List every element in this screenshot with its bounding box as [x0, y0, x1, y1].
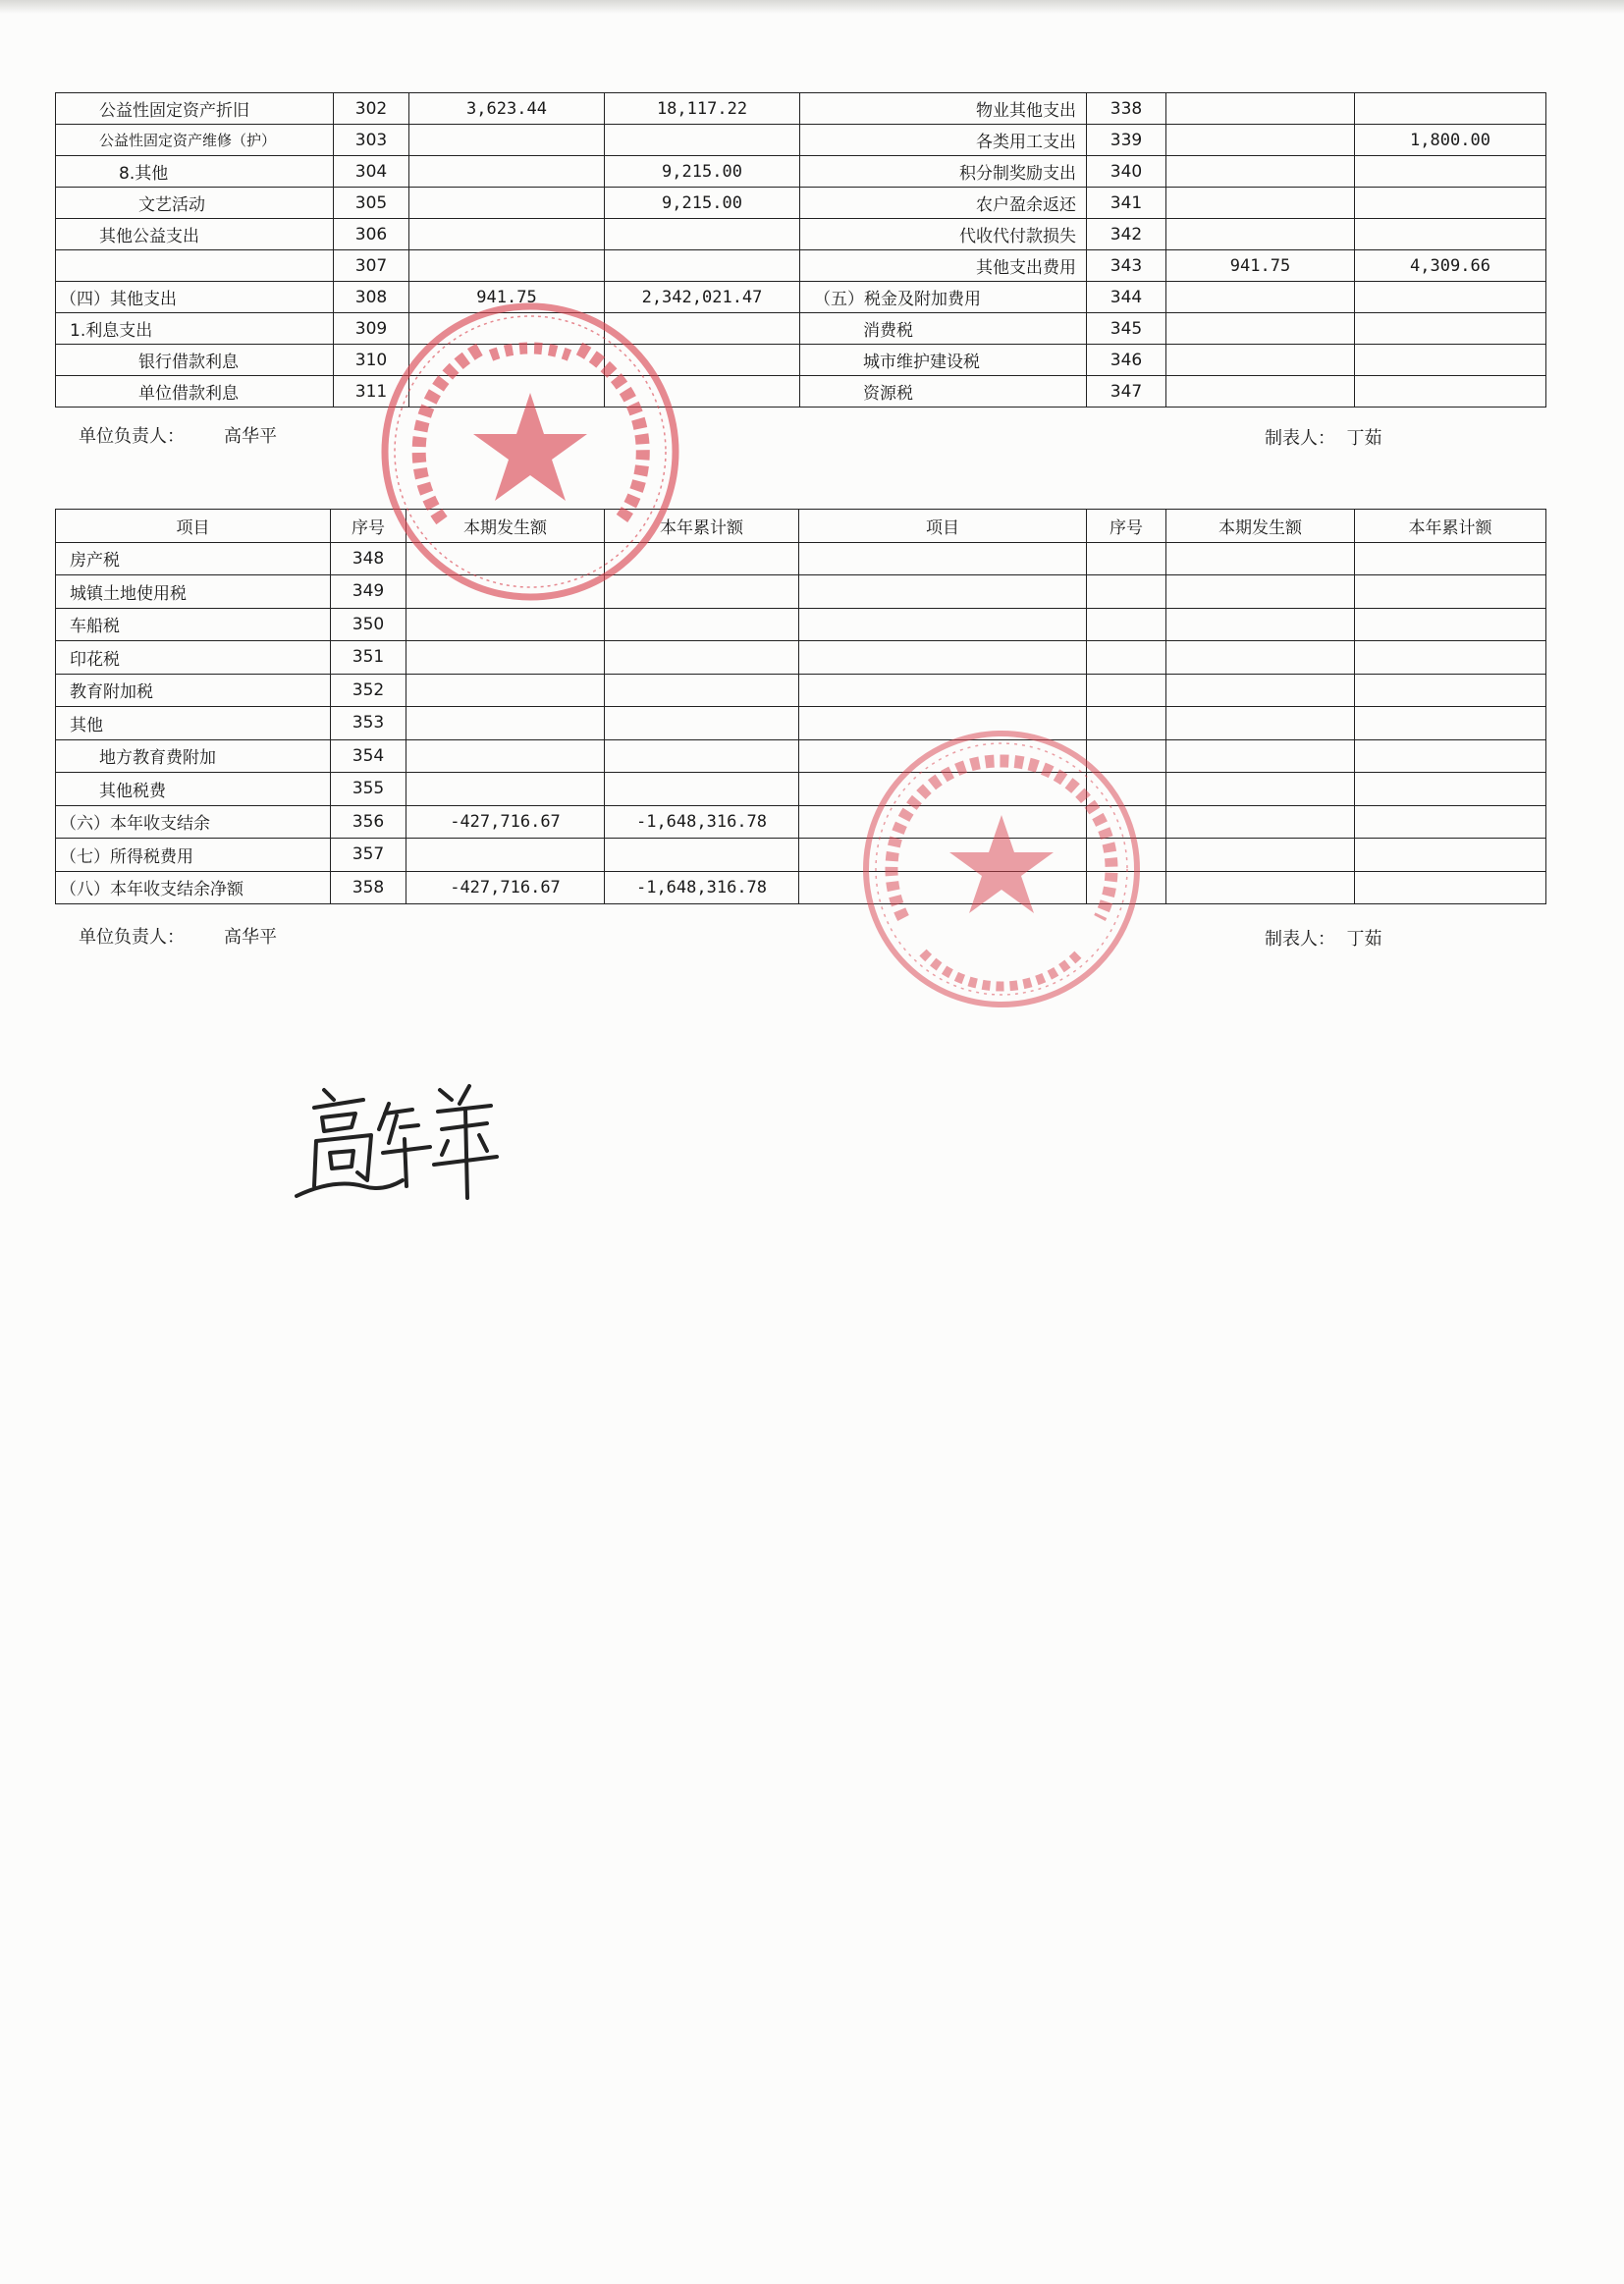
ytd-amount: [605, 773, 799, 806]
ytd-amount: -1,648,316.78: [605, 805, 799, 839]
row-item: 车船税: [56, 608, 331, 641]
current-amount: [406, 773, 605, 806]
ytd-amount: [605, 739, 799, 773]
preparer-signoff: [1265, 925, 1381, 951]
row-number: 304: [334, 156, 409, 188]
row-number: 348: [331, 542, 406, 575]
row-number: 306: [334, 219, 409, 250]
ytd-amount: [605, 839, 799, 872]
row-number: 349: [331, 575, 406, 609]
row-number: 307: [334, 250, 409, 282]
row-number: 350: [331, 608, 406, 641]
current-amount: [409, 250, 605, 282]
row-item: （五）税金及附加费用: [800, 282, 1087, 313]
ytd-amount: [605, 608, 799, 641]
row-item: 公益性固定资产维修（护）: [56, 125, 334, 156]
ytd-amount: [605, 641, 799, 675]
table-row: [56, 313, 1546, 345]
table-row: [56, 575, 1546, 609]
ytd-amount: [1355, 188, 1546, 219]
table-row: [56, 739, 1546, 773]
ytd-amount: [605, 125, 800, 156]
table-row: [56, 219, 1546, 250]
ytd-amount: [605, 542, 799, 575]
tax-and-balance-table: [55, 509, 1546, 904]
column-header: 本年累计额: [605, 510, 799, 543]
table-row: [56, 125, 1546, 156]
current-amount: [406, 707, 605, 740]
row-item: 1.利息支出: [56, 313, 334, 345]
row-number: 341: [1087, 188, 1166, 219]
row-number: 308: [334, 282, 409, 313]
table-row: [56, 93, 1546, 125]
row-number: 305: [334, 188, 409, 219]
current-amount: [1166, 376, 1355, 408]
row-item: （六）本年收支结余: [56, 805, 331, 839]
row-item: 城镇土地使用税: [56, 575, 331, 609]
ytd-amount: [1355, 376, 1546, 408]
expense-table-continued: [55, 92, 1546, 408]
current-amount: [409, 219, 605, 250]
row-number: 303: [334, 125, 409, 156]
ytd-amount: 9,215.00: [605, 188, 800, 219]
ytd-amount: [605, 674, 799, 707]
current-amount: [406, 608, 605, 641]
current-amount: [409, 345, 605, 376]
row-item: 资源税: [800, 376, 1087, 408]
preparer-label: 制表人：: [1265, 428, 1335, 449]
unit-head-name: 高华平: [224, 426, 277, 447]
row-item: 房产税: [56, 542, 331, 575]
preparer-signoff: [1265, 424, 1381, 450]
current-amount: [406, 575, 605, 609]
unit-head-label: 单位负责人：: [79, 927, 185, 948]
row-item: 教育附加税: [56, 674, 331, 707]
row-number: 340: [1087, 156, 1166, 188]
ytd-amount: 4,309.66: [1355, 250, 1546, 282]
row-number: 302: [334, 93, 409, 125]
row-item: 印花税: [56, 641, 331, 675]
column-header: 项目: [799, 510, 1087, 543]
current-amount: [409, 156, 605, 188]
row-item: 其他公益支出: [56, 219, 334, 250]
row-number: 344: [1087, 282, 1166, 313]
row-number: 352: [331, 674, 406, 707]
row-item: （七）所得税费用: [56, 839, 331, 872]
current-amount: [1166, 282, 1355, 313]
row-number: 345: [1087, 313, 1166, 345]
table-row: [56, 839, 1546, 872]
column-header: 序号: [331, 510, 406, 543]
ytd-amount: [605, 313, 800, 345]
row-item: 消费税: [800, 313, 1087, 345]
row-number: 309: [334, 313, 409, 345]
row-item: 代收代付款损失: [800, 219, 1087, 250]
current-amount: [406, 674, 605, 707]
ytd-amount: [1355, 219, 1546, 250]
ytd-amount: [605, 376, 800, 408]
row-number: 342: [1087, 219, 1166, 250]
ytd-amount: 2,342,021.47: [605, 282, 800, 313]
current-amount: [406, 641, 605, 675]
scan-top-edge: [0, 0, 1624, 14]
ytd-amount: [1355, 282, 1546, 313]
current-amount: -427,716.67: [406, 871, 605, 904]
current-amount: [1166, 313, 1355, 345]
current-amount: [406, 839, 605, 872]
current-amount: [409, 376, 605, 408]
table-row: [56, 376, 1546, 408]
ytd-amount: [1355, 156, 1546, 188]
table-row: [56, 805, 1546, 839]
current-amount: [409, 125, 605, 156]
row-number: 347: [1087, 376, 1166, 408]
table-row: [56, 282, 1546, 313]
row-item: 其他支出费用: [800, 250, 1087, 282]
ytd-amount: [1355, 313, 1546, 345]
current-amount: 3,623.44: [409, 93, 605, 125]
current-amount: [1166, 188, 1355, 219]
ytd-amount: [1355, 93, 1546, 125]
unit-head-signoff: [79, 923, 277, 949]
table-row: [56, 707, 1546, 740]
row-item: 其他: [56, 707, 331, 740]
row-number: 355: [331, 773, 406, 806]
current-amount: [409, 188, 605, 219]
ytd-amount: [605, 250, 800, 282]
row-item: 其他税费: [56, 773, 331, 806]
ytd-amount: 18,117.22: [605, 93, 800, 125]
current-amount: 941.75: [1166, 250, 1355, 282]
row-item: 地方教育费附加: [56, 739, 331, 773]
row-number: 343: [1087, 250, 1166, 282]
row-number: 339: [1087, 125, 1166, 156]
column-header: 本期发生额: [406, 510, 605, 543]
table-row: [56, 608, 1546, 641]
row-item: 单位借款利息: [56, 376, 334, 408]
row-item: 物业其他支出: [800, 93, 1087, 125]
row-number: 338: [1087, 93, 1166, 125]
row-number: 356: [331, 805, 406, 839]
table-row: [56, 250, 1546, 282]
ytd-amount: 9,215.00: [605, 156, 800, 188]
row-item: 农户盈余返还: [800, 188, 1087, 219]
current-amount: [409, 313, 605, 345]
ytd-amount: [605, 219, 800, 250]
row-item: 公益性固定资产折旧: [56, 93, 334, 125]
column-header: 项目: [56, 510, 331, 543]
row-item: 文艺活动: [56, 188, 334, 219]
ytd-amount: [605, 575, 799, 609]
column-header: 序号: [1087, 510, 1166, 543]
current-amount: [1166, 219, 1355, 250]
ytd-amount: 1,800.00: [1355, 125, 1546, 156]
table-row: [56, 871, 1546, 904]
row-item: [56, 250, 334, 282]
row-number: 310: [334, 345, 409, 376]
table-row: [56, 156, 1546, 188]
row-item: （八）本年收支结余净额: [56, 871, 331, 904]
row-number: 358: [331, 871, 406, 904]
table-row: [56, 188, 1546, 219]
table-row: [56, 773, 1546, 806]
current-amount: -427,716.67: [406, 805, 605, 839]
current-amount: 941.75: [409, 282, 605, 313]
table-row: [56, 641, 1546, 675]
unit-head-name: 高华平: [224, 927, 277, 948]
column-header: 本期发生额: [1166, 510, 1355, 543]
current-amount: [406, 739, 605, 773]
current-amount: [406, 542, 605, 575]
row-item: 城市维护建设税: [800, 345, 1087, 376]
ytd-amount: [605, 345, 800, 376]
row-item: 银行借款利息: [56, 345, 334, 376]
current-amount: [1166, 93, 1355, 125]
preparer-name: 丁茹: [1346, 428, 1382, 449]
current-amount: [1166, 125, 1355, 156]
ytd-amount: [1355, 345, 1546, 376]
column-header: 本年累计额: [1355, 510, 1546, 543]
current-amount: [1166, 345, 1355, 376]
row-item: 8.其他: [56, 156, 334, 188]
preparer-name: 丁茹: [1346, 929, 1382, 950]
handwritten-signature: [295, 1070, 520, 1208]
row-number: 311: [334, 376, 409, 408]
unit-head-signoff: [79, 422, 277, 448]
row-number: 354: [331, 739, 406, 773]
row-number: 346: [1087, 345, 1166, 376]
table-row: [56, 345, 1546, 376]
row-number: 353: [331, 707, 406, 740]
row-number: 357: [331, 839, 406, 872]
table-row: [56, 674, 1546, 707]
table-row: [56, 542, 1546, 575]
unit-head-label: 单位负责人：: [79, 426, 185, 447]
row-item: 积分制奖励支出: [800, 156, 1087, 188]
preparer-label: 制表人：: [1265, 929, 1335, 950]
ytd-amount: -1,648,316.78: [605, 871, 799, 904]
row-item: 各类用工支出: [800, 125, 1087, 156]
current-amount: [1166, 156, 1355, 188]
table-header-row: [56, 510, 1546, 543]
row-item: （四）其他支出: [56, 282, 334, 313]
ytd-amount: [605, 707, 799, 740]
row-number: 351: [331, 641, 406, 675]
